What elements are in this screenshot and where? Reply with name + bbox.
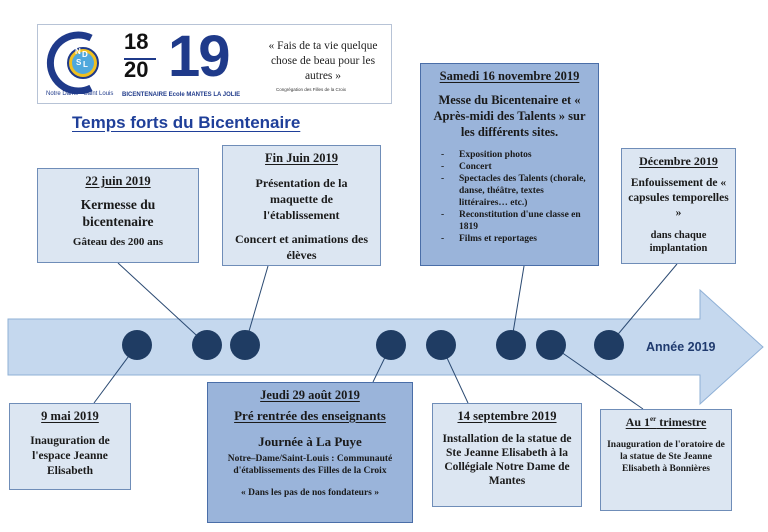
congregation-caption: Congrégation des Filles de la Croix [276,87,347,92]
milestone-dot-29-aout [376,330,406,360]
year-part-20: 20 [124,57,149,82]
event-detail: Gâteau des 200 ans [72,236,164,248]
year-part-18: 18 [124,29,149,54]
event-9-mai [9,403,131,490]
page-title: Temps forts du Bicentenaire [72,113,301,132]
event-text: Installation de la statue de Ste Jeanne Elisabeth à la Collégiale Notre Dame de Mantes [442,433,572,487]
event-date: 14 septembre 2019 [457,409,557,423]
banner-quote: « Fais de ta vie quelque chose de beau pour les autres » [268,40,378,82]
milestone-dot-fin-juin [230,330,260,360]
milestone-dot-14-septembre [426,330,456,360]
event-motto: « Dans les pas de nos fondateurs » [240,488,380,498]
milestone-dot-1er-trimestre [536,330,566,360]
event-16-novembre [420,63,599,266]
list-item: - Reconstitution d'une classe en 1819 [441,210,581,232]
milestone-dot-decembre [594,330,624,360]
event-date: 9 mai 2019 [41,409,99,423]
logo-letter-n: N [75,47,81,56]
event-title: Pré rentrée des enseignants [234,408,386,423]
event-date: Au 1er trimestre [625,415,707,429]
event-title: Messe du Bicentenaire et « Après-midi des Talents » sur les différents sites. [433,93,586,139]
event-date: Fin Juin 2019 [265,151,338,165]
event-decembre [621,148,736,264]
event-text: Inauguration de l'oratoire de la statue de Ste Jeanne Elisabeth à Bonnières [607,440,725,474]
banner-subtitle: BICENTENAIRE Ecole MANTES LA JOLIE [122,92,241,98]
milestone-dot-22-juin [192,330,222,360]
list-item: - Films et reportages [441,234,537,244]
event-subtitle: Journée à La Puye [258,434,362,449]
list-item: - Spectacles des Talents (chorale, danse, théâtre, textes littéraires… etc.) [441,174,586,208]
event-text-capsules: Enfouissement de « capsules temporelles » [628,177,729,219]
logo-letter-l: L [83,60,88,69]
event-text: Inauguration de l'espace Jeanne Elisabeth [30,435,110,477]
list-item: - Exposition photos [441,150,532,160]
logo-caption: Notre Dame - Saint Louis [46,91,114,97]
event-activities-list [421,149,598,245]
logo-letter-d: D [82,50,88,59]
milestone-dot-9-mai [122,330,152,360]
event-text-concert: Concert et animations des élèves [235,232,368,262]
event-22-juin [37,168,199,263]
event-title: Kermesse du bicentenaire [80,197,156,229]
event-detail: Notre–Dame/Saint-Louis : Communauté d'établissements des Filles de la Croix [227,454,393,476]
event-text-implantation: dans chaque implantation [649,230,708,254]
event-date: 22 juin 2019 [85,174,151,188]
event-14-septembre [432,403,582,507]
event-date: Jeudi 29 août 2019 [260,388,360,402]
event-text-presentation: Présentation de la maquette de l'établissement [255,176,348,222]
event-fin-juin [222,145,381,266]
event-29-aout [207,382,413,523]
event-1er-trimestre [600,409,732,511]
list-item: - Concert [441,162,492,172]
event-date: Décembre 2019 [639,154,718,168]
logo-letter-s: S [76,58,82,67]
timeline-year-label: Année 2019 [646,340,716,354]
milestone-dot-16-novembre [496,330,526,360]
year-part-19: 19 [168,24,229,89]
event-date: Samedi 16 novembre 2019 [439,69,580,83]
